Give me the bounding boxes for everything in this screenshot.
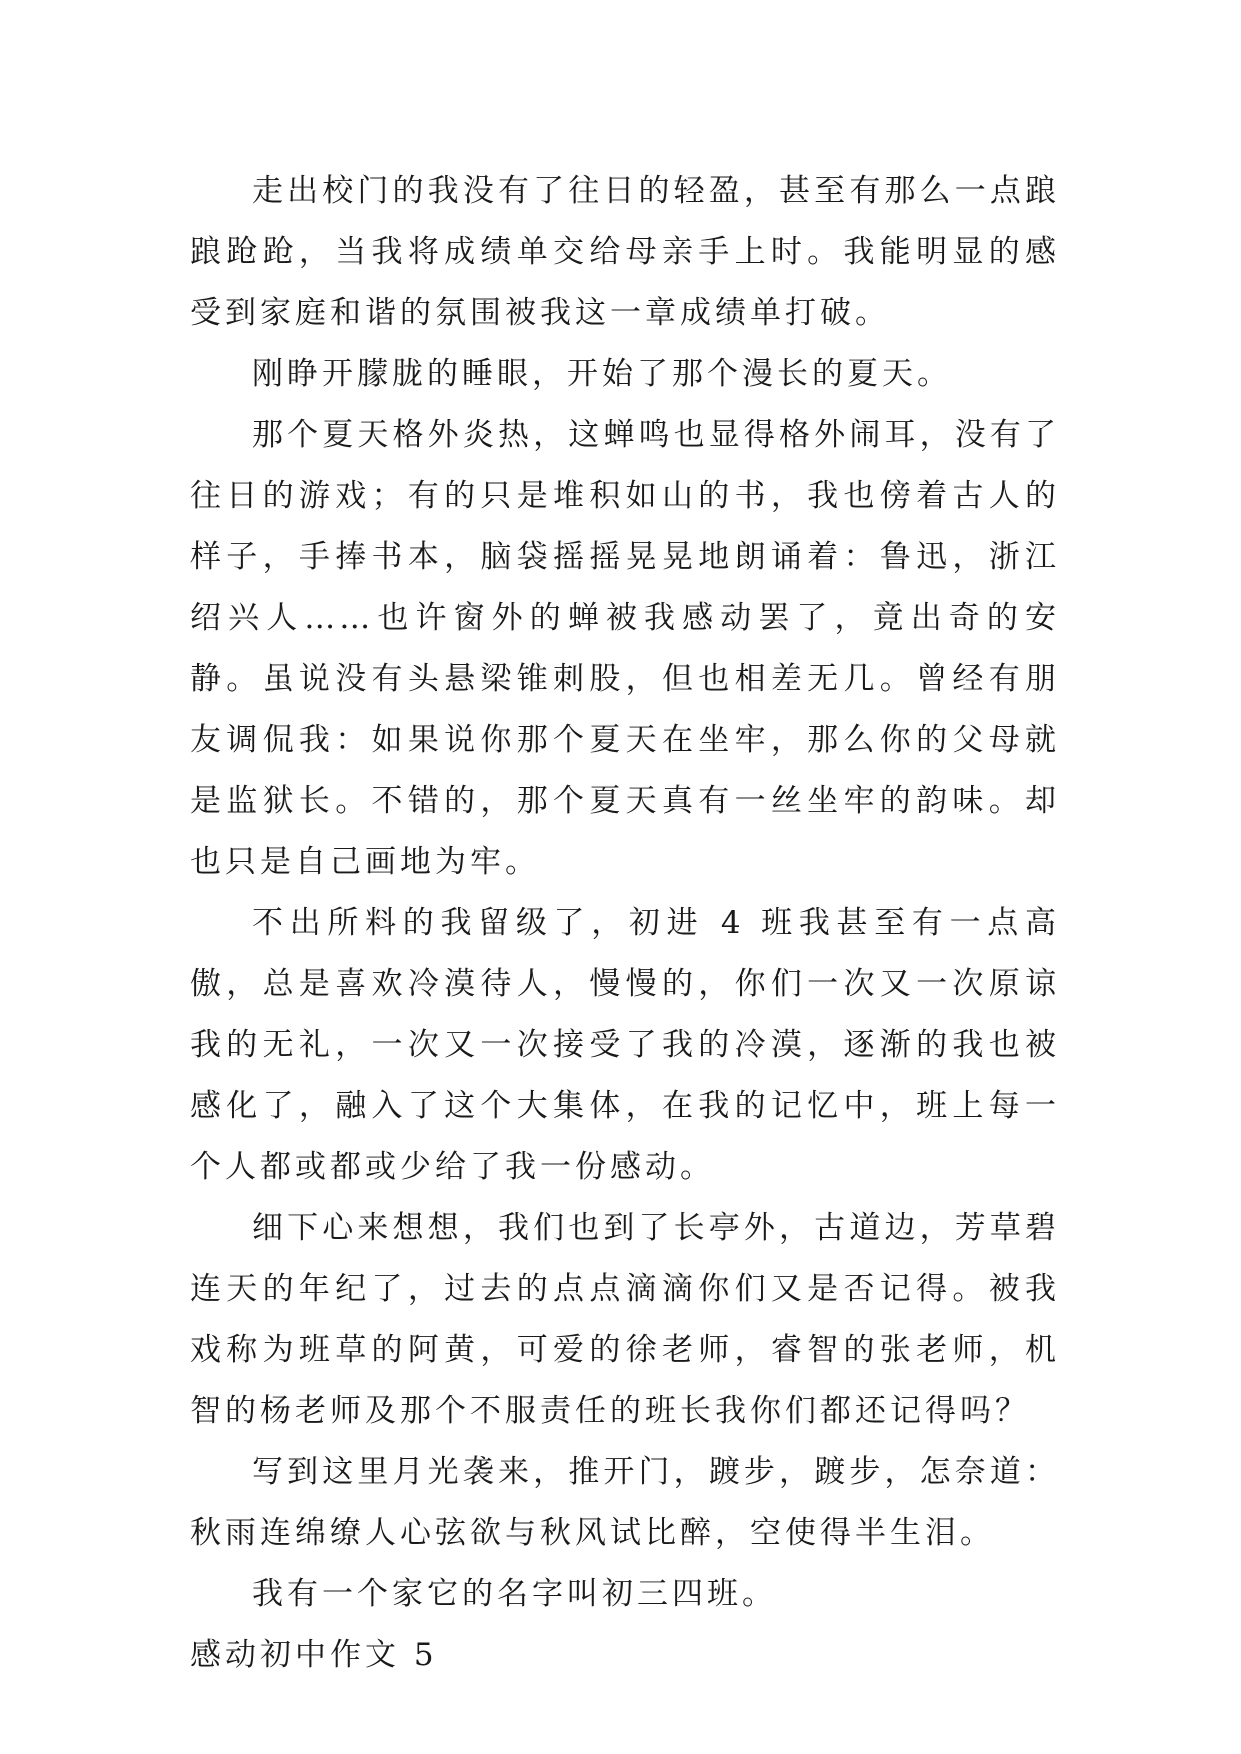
paragraph-2: 刚睁开朦胧的睡眼，开始了那个漫长的夏天。 bbox=[252, 356, 952, 392]
paragraph-5: 细下心来想想，我们也到了长亭外，古道边，芳草碧连天的年纪了，过去的点点滴滴你们又是否记得。被我戏称为班草的阿黄，可爱的徐老师，睿智的张老师，机智的杨老师及那个不服责任的班长我你们都还记得吗？ bbox=[190, 1210, 1060, 1429]
paragraph-6: 写到这里月光袭来，推开门，踱步，踱步，怎奈道：秋雨连绵缭人心弦欲与秋风试比醉，空使得半生泪。 bbox=[190, 1454, 1060, 1551]
paragraph-3: 那个夏天格外炎热，这蝉鸣也显得格外闹耳，没有了往日的游戏；有的只是堆积如山的书，我也傍着古人的样子，手捧书本，脑袋摇摇晃晃地朗诵着：鲁迅，浙江绍兴人……也许窗外的蝉被我感动罢了，竟出奇的安静。虽说没有头悬梁锥刺股，但也相差无几。曾经有朋友调侃我：如果说你那个夏天在坐牢，那么你的父母就是监狱长。不错的，那个夏天真有一丝坐牢的韵味。却也只是自己画地为牢。 bbox=[190, 417, 1060, 880]
paragraph-4: 不出所料的我留级了，初进 4 班我甚至有一点高傲，总是喜欢冷漠待人，慢慢的，你们一次又一次原谅我的无礼，一次又一次接受了我的冷漠，逐渐的我也被感化了，融入了这个大集体，在我的记忆中，班上每一个人都或都或少给了我一份感动。 bbox=[190, 905, 1060, 1185]
paragraph-1: 走出校门的我没有了往日的轻盈，甚至有那么一点踉踉跄跄，当我将成绩单交给母亲手上时。我能明显的感受到家庭和谐的氛围被我这一章成绩单打破。 bbox=[190, 173, 1060, 331]
paragraph-7: 我有一个家它的名字叫初三四班。 bbox=[252, 1576, 777, 1612]
document-body bbox=[190, 161, 1060, 1686]
section-heading: 感动初中作文 5 bbox=[190, 1637, 438, 1673]
